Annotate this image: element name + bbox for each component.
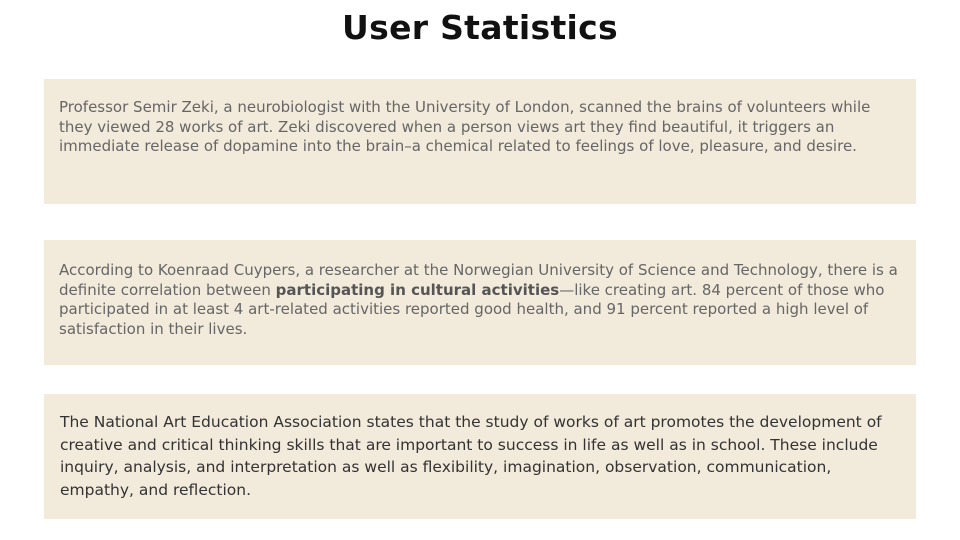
page-title: User Statistics	[342, 8, 618, 47]
stat-card-naea	[44, 394, 916, 519]
stat-card-emphasis: participating in cultural activities	[275, 280, 560, 299]
stat-card-cuypers	[44, 240, 916, 365]
stat-card-zeki	[44, 79, 916, 204]
stat-card-paragraph	[59, 261, 902, 339]
stat-card-text: The National Art Education Association states that the study of works of art promotes the development of creative and critical thinking skills that are important to success in life as well as in school. These include inquiry, analysis, and interpretation as well as flexibility, imagination, observation, communication, empathy, and reflection.	[60, 413, 882, 499]
stat-card-text-after: —like creating art. 84 percent of those who participated in at least 4 art-related activities reported good health, and 91 percent reported a high level of satisfaction in their lives.	[59, 280, 885, 338]
stat-card-text-before: According to Koenraad Cuypers, a researcher at the Norwegian University of Science and Technology, there is a definite correlation between	[59, 261, 898, 299]
stat-card-text: Professor Semir Zeki, a neurobiologist with the University of London, scanned the brains of volunteers while they viewed 28 works of art. Zeki discovered when a person views art they find beautiful, it triggers an immediate release of dopamine into the brain–a chemical related to feelings of love, pleasure, and desire.	[59, 98, 871, 155]
